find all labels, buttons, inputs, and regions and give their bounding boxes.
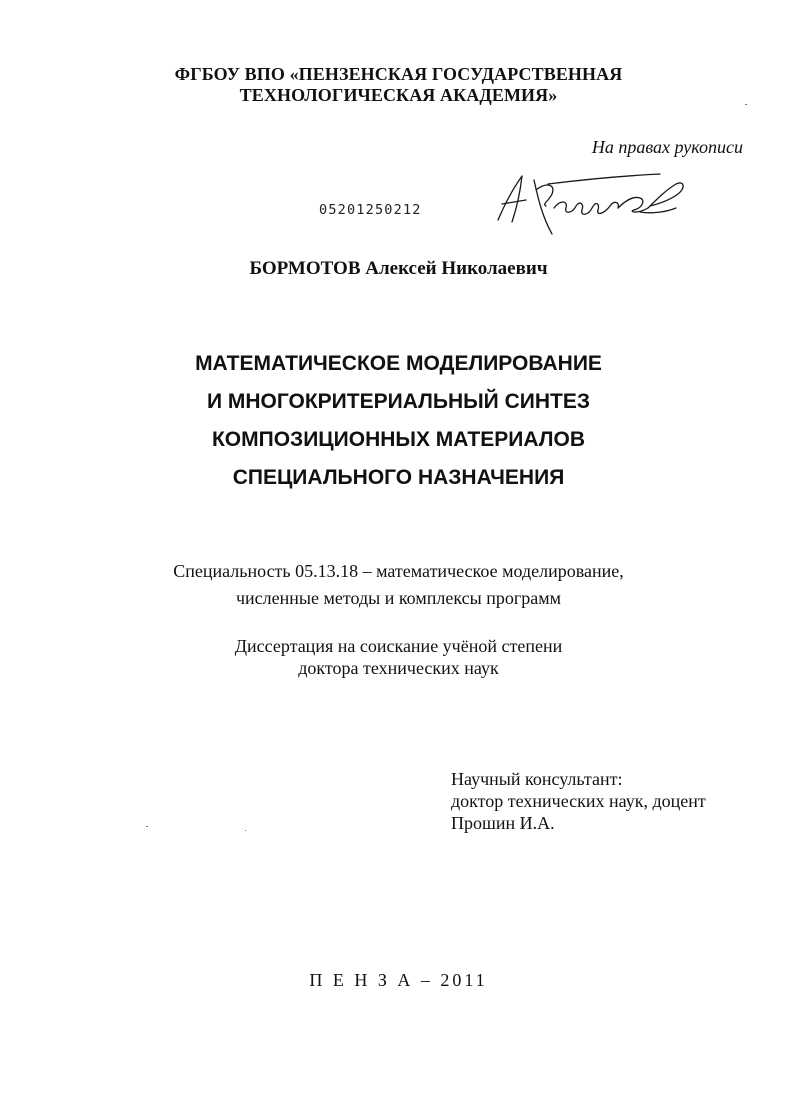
signature-stroke: [554, 202, 618, 214]
handwritten-signature: [490, 160, 690, 245]
title-line: И МНОГОКРИТЕРИАЛЬНЫЙ СИНТЕЗ: [206, 390, 591, 413]
dissertation-title: [0, 345, 797, 497]
author-name: БОРМОТОВ Алексей Николаевич: [249, 258, 548, 279]
institution-line-1: ФГБОУ ВПО «ПЕНЗЕНСКАЯ ГОСУДАРСТВЕННАЯ: [174, 64, 623, 84]
degree-line-1: Диссертация на соискание учёной степени: [234, 636, 563, 656]
scan-speck: [245, 830, 246, 831]
consultant-label: Научный консультант:: [451, 769, 623, 789]
scan-speck: [745, 104, 747, 105]
signature-stroke: [618, 197, 648, 212]
signature-stroke: [548, 174, 660, 184]
degree-line-2: доктора технических наук: [298, 658, 499, 678]
title-line: СПЕЦИАЛЬНОГО НАЗНАЧЕНИЯ: [232, 466, 565, 489]
scientific-consultant: [451, 768, 706, 834]
signature-stroke: [648, 183, 683, 208]
institution-name: [0, 64, 797, 106]
signature-stroke: [534, 180, 552, 234]
specialty-line-1: Специальность 05.13.18 – математическое моделирование,: [173, 561, 624, 581]
title-line: КОМПОЗИЦИОННЫХ МАТЕРИАЛОВ: [211, 428, 586, 451]
signature-stroke: [502, 200, 526, 204]
signature-stroke: [536, 185, 553, 206]
specialty: [0, 558, 797, 612]
consultant-name: Прошин И.А.: [451, 813, 555, 833]
consultant-title: доктор технических наук, доцент: [451, 791, 706, 811]
specialty-line-2: численные методы и комплексы программ: [235, 588, 562, 608]
scan-speck: [146, 826, 148, 827]
institution-line-2: ТЕХНОЛОГИЧЕСКАЯ АКАДЕМИЯ»: [239, 85, 558, 105]
city-year: П Е Н З А – 2011: [309, 970, 488, 990]
document-number: 05201250212: [319, 202, 422, 218]
manuscript-note: На правах рукописи: [591, 137, 743, 157]
title-line: МАТЕМАТИЧЕСКОЕ МОДЕЛИРОВАНИЕ: [195, 352, 602, 375]
degree: [0, 635, 797, 679]
